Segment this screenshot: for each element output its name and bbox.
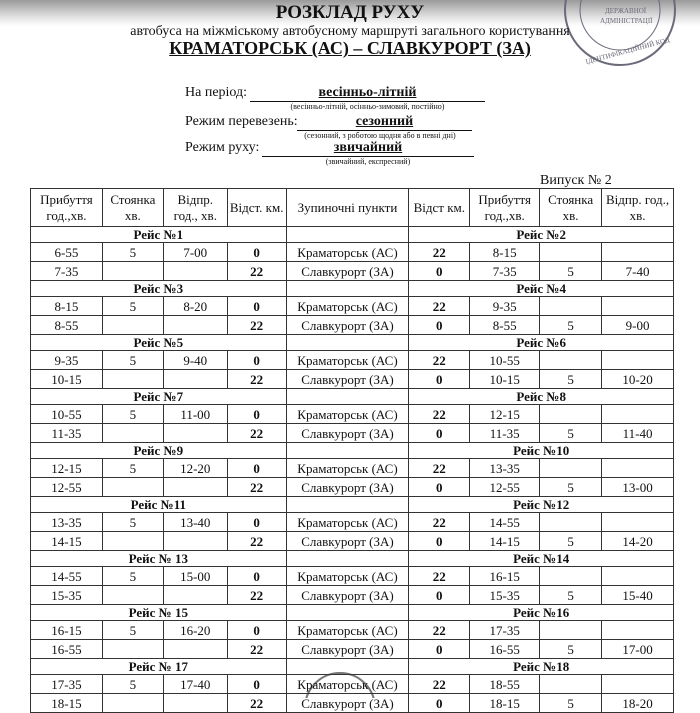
- table-cell: 12-15: [31, 459, 103, 478]
- table-cell: 0: [409, 424, 470, 443]
- column-header: Прибуття год.,хв.: [31, 189, 103, 227]
- table-cell: 10-55: [470, 351, 540, 370]
- period-label: На період:: [185, 85, 248, 100]
- table-cell: 5: [540, 586, 602, 605]
- table-row: [31, 675, 674, 694]
- table-cell: 5: [102, 567, 163, 586]
- trip-label-outbound: Рейс №5: [31, 335, 287, 351]
- table-cell: Краматорськ (АС): [286, 567, 409, 586]
- table-cell: [602, 351, 674, 370]
- table-cell: [540, 567, 602, 586]
- table-cell: 0: [227, 675, 286, 694]
- table-cell: 11-00: [163, 405, 227, 424]
- table-cell: [163, 586, 227, 605]
- table-cell: 11-35: [31, 424, 103, 443]
- trip-label-return: Рейс №6: [409, 335, 674, 351]
- column-header: Стоянка хв.: [102, 189, 163, 227]
- trip-label-outbound: Рейс № 13: [31, 551, 287, 567]
- table-cell: 14-55: [31, 567, 103, 586]
- table-cell: [102, 586, 163, 605]
- table-cell: Славкурорт (ЗА): [286, 370, 409, 389]
- table-cell: 22: [409, 297, 470, 316]
- table-cell: [102, 316, 163, 335]
- table-cell: Краматорськ (АС): [286, 621, 409, 640]
- table-cell: Краматорськ (АС): [286, 243, 409, 262]
- table-cell: 8-55: [31, 316, 103, 335]
- svg-text:ДЕРЖАВНОЇ: ДЕРЖАВНОЇ: [605, 7, 647, 15]
- table-row: [31, 513, 674, 532]
- trip-label-outbound: Рейс №1: [31, 227, 287, 243]
- motion-label: Режим руху:: [185, 140, 260, 155]
- table-cell: [540, 351, 602, 370]
- table-cell: [540, 675, 602, 694]
- table-cell: 0: [409, 316, 470, 335]
- table-cell: 14-20: [602, 532, 674, 551]
- table-cell: 13-40: [163, 513, 227, 532]
- table-cell: 13-35: [470, 459, 540, 478]
- column-header: Відст. км.: [227, 189, 286, 227]
- table-cell: 14-55: [470, 513, 540, 532]
- trip-label-return: Рейс №18: [409, 659, 674, 675]
- table-cell: 5: [102, 405, 163, 424]
- table-cell: 22: [227, 424, 286, 443]
- table-cell: 22: [409, 405, 470, 424]
- table-cell: 22: [227, 586, 286, 605]
- table-cell: 17-40: [163, 675, 227, 694]
- trip-label-outbound: Рейс № 17: [31, 659, 287, 675]
- column-header: Зупиночні пункти: [286, 189, 409, 227]
- table-cell: 0: [409, 262, 470, 281]
- table-cell: 8-15: [31, 297, 103, 316]
- table-cell: 5: [102, 297, 163, 316]
- trip-label-return: Рейс №8: [409, 389, 674, 405]
- document-title: РОЗКЛАД РУХУ: [275, 2, 425, 23]
- table-cell: 16-15: [31, 621, 103, 640]
- table-cell: 15-35: [470, 586, 540, 605]
- table-cell: 0: [227, 459, 286, 478]
- table-cell: 8-20: [163, 297, 227, 316]
- table-cell: 22: [227, 640, 286, 659]
- table-cell: Славкурорт (ЗА): [286, 694, 409, 713]
- column-header: Прибуття год.,хв.: [470, 189, 540, 227]
- table-cell: 17-00: [602, 640, 674, 659]
- table-cell: Краматорськ (АС): [286, 459, 409, 478]
- table-cell: 10-55: [31, 405, 103, 424]
- svg-text:ІДЕНТИФІКАЦІЙНИЙ КОД: ІДЕНТИФІКАЦІЙНИЙ КОД: [584, 35, 671, 66]
- table-cell: Краматорськ (АС): [286, 405, 409, 424]
- table-cell: 7-00: [163, 243, 227, 262]
- trip-label-outbound: Рейс №9: [31, 443, 287, 459]
- table-cell: 22: [409, 513, 470, 532]
- table-cell: 6-55: [31, 243, 103, 262]
- trip-label-return: Рейс №10: [409, 443, 674, 459]
- table-cell: [163, 370, 227, 389]
- table-cell: 5: [102, 243, 163, 262]
- table-cell: 13-35: [31, 513, 103, 532]
- trip-label-spacer: [286, 281, 409, 297]
- table-cell: 10-20: [602, 370, 674, 389]
- table-cell: 9-40: [163, 351, 227, 370]
- table-row: [31, 424, 674, 443]
- table-cell: [540, 405, 602, 424]
- table-cell: 5: [540, 262, 602, 281]
- table-cell: 5: [102, 459, 163, 478]
- trip-label-outbound: Рейс № 15: [31, 605, 287, 621]
- table-cell: 22: [227, 262, 286, 281]
- table-cell: 9-00: [602, 316, 674, 335]
- table-cell: 22: [227, 694, 286, 713]
- table-cell: 13-00: [602, 478, 674, 497]
- table-cell: 18-20: [602, 694, 674, 713]
- trip-label-spacer: [286, 659, 409, 675]
- transport-value: сезонний: [297, 114, 472, 131]
- table-cell: 22: [409, 675, 470, 694]
- table-cell: 16-20: [163, 621, 227, 640]
- motion-hint: (звичайний, експресний): [325, 157, 411, 166]
- table-cell: Краматорськ (АС): [286, 297, 409, 316]
- table-row: [31, 459, 674, 478]
- table-cell: 7-35: [470, 262, 540, 281]
- table-cell: 22: [227, 478, 286, 497]
- table-cell: [602, 621, 674, 640]
- trip-header-row: [31, 227, 674, 243]
- table-cell: [163, 262, 227, 281]
- table-cell: 15-35: [31, 586, 103, 605]
- table-cell: 17-35: [31, 675, 103, 694]
- table-cell: 0: [409, 586, 470, 605]
- table-cell: [540, 459, 602, 478]
- column-header: Стоянка хв.: [540, 189, 602, 227]
- issue-number: Випуск № 2: [540, 173, 612, 188]
- table-cell: [102, 370, 163, 389]
- table-cell: [602, 243, 674, 262]
- table-cell: 8-15: [470, 243, 540, 262]
- table-row: [31, 567, 674, 586]
- table-cell: 0: [409, 640, 470, 659]
- column-header: Відпр. год., хв.: [163, 189, 227, 227]
- trip-header-row: [31, 659, 674, 675]
- trip-header-row: [31, 443, 674, 459]
- table-cell: 5: [540, 370, 602, 389]
- table-cell: 5: [540, 640, 602, 659]
- table-cell: 12-55: [470, 478, 540, 497]
- trip-label-spacer: [286, 335, 409, 351]
- table-row: [31, 532, 674, 551]
- trip-header-row: [31, 551, 674, 567]
- table-cell: Славкурорт (ЗА): [286, 586, 409, 605]
- table-row: [31, 297, 674, 316]
- table-cell: [602, 513, 674, 532]
- table-cell: 22: [409, 459, 470, 478]
- table-cell: 22: [409, 567, 470, 586]
- table-row: [31, 370, 674, 389]
- route-name: КРАМАТОРСЬК (АС) – СЛАВКУРОРТ (ЗА): [169, 38, 531, 58]
- table-cell: [602, 405, 674, 424]
- table-row: [31, 351, 674, 370]
- table-cell: Краматорськ (АС): [286, 513, 409, 532]
- table-cell: 5: [540, 316, 602, 335]
- trip-label-outbound: Рейс №11: [31, 497, 287, 513]
- table-cell: [163, 640, 227, 659]
- table-cell: [102, 532, 163, 551]
- table-cell: Краматорськ (АС): [286, 351, 409, 370]
- trip-header-row: [31, 281, 674, 297]
- table-cell: Славкурорт (ЗА): [286, 478, 409, 497]
- table-cell: 16-55: [31, 640, 103, 659]
- table-cell: 5: [540, 694, 602, 713]
- table-cell: 5: [102, 621, 163, 640]
- trip-label-spacer: [286, 497, 409, 513]
- trip-label-return: Рейс №14: [409, 551, 674, 567]
- table-cell: 15-00: [163, 567, 227, 586]
- trip-header-row: [31, 389, 674, 405]
- table-cell: Славкурорт (ЗА): [286, 316, 409, 335]
- table-cell: 15-40: [602, 586, 674, 605]
- table-cell: [602, 297, 674, 316]
- table-row: [31, 243, 674, 262]
- table-cell: 14-15: [470, 532, 540, 551]
- table-cell: 5: [540, 424, 602, 443]
- table-cell: 12-15: [470, 405, 540, 424]
- transport-hint: (сезонний, з роботою щодня або в певні дні): [304, 131, 456, 140]
- table-cell: [540, 621, 602, 640]
- trip-label-return: Рейс №4: [409, 281, 674, 297]
- table-cell: 0: [227, 297, 286, 316]
- trip-label-spacer: [286, 443, 409, 459]
- table-cell: 11-40: [602, 424, 674, 443]
- table-row: [31, 316, 674, 335]
- table-cell: [602, 675, 674, 694]
- table-row: [31, 478, 674, 497]
- table-cell: 0: [227, 243, 286, 262]
- table-cell: [163, 694, 227, 713]
- table-cell: 8-55: [470, 316, 540, 335]
- table-cell: 22: [227, 316, 286, 335]
- table-cell: 22: [227, 370, 286, 389]
- table-cell: 18-15: [31, 694, 103, 713]
- trip-label-spacer: [286, 227, 409, 243]
- table-cell: 12-55: [31, 478, 103, 497]
- table-cell: 14-15: [31, 532, 103, 551]
- table-cell: 10-15: [470, 370, 540, 389]
- table-cell: [163, 316, 227, 335]
- table-cell: Славкурорт (ЗА): [286, 532, 409, 551]
- table-cell: Славкурорт (ЗА): [286, 640, 409, 659]
- table-cell: 12-20: [163, 459, 227, 478]
- trip-label-spacer: [286, 389, 409, 405]
- table-cell: [102, 478, 163, 497]
- table-cell: [163, 478, 227, 497]
- period-value: весінньо-літній: [250, 85, 485, 102]
- table-cell: [102, 262, 163, 281]
- motion-value: звичайний: [262, 140, 474, 157]
- trip-label-return: Рейс №2: [409, 227, 674, 243]
- table-cell: 18-15: [470, 694, 540, 713]
- table-cell: 5: [102, 675, 163, 694]
- table-cell: 22: [409, 243, 470, 262]
- table-cell: 7-40: [602, 262, 674, 281]
- table-cell: [102, 694, 163, 713]
- table-cell: [163, 532, 227, 551]
- table-cell: [540, 243, 602, 262]
- table-cell: 22: [409, 621, 470, 640]
- table-cell: 11-35: [470, 424, 540, 443]
- table-cell: 22: [227, 532, 286, 551]
- trip-label-spacer: [286, 605, 409, 621]
- table-cell: 22: [409, 351, 470, 370]
- table-cell: 7-35: [31, 262, 103, 281]
- table-cell: 16-15: [470, 567, 540, 586]
- svg-text:АДМІНІСТРАЦІЇ: АДМІНІСТРАЦІЇ: [600, 17, 653, 25]
- trip-label-return: Рейс №16: [409, 605, 674, 621]
- table-row: [31, 405, 674, 424]
- table-cell: 16-55: [470, 640, 540, 659]
- table-cell: 10-15: [31, 370, 103, 389]
- table-cell: 0: [227, 405, 286, 424]
- table-cell: Славкурорт (ЗА): [286, 262, 409, 281]
- document-subtitle: автобуса на міжміському автобусному маршруті загального користування: [130, 24, 570, 39]
- table-cell: 0: [227, 351, 286, 370]
- column-header: Відст км.: [409, 189, 470, 227]
- table-row: [31, 586, 674, 605]
- table-cell: [163, 424, 227, 443]
- table-row: [31, 262, 674, 281]
- table-cell: 9-35: [470, 297, 540, 316]
- table-cell: [102, 640, 163, 659]
- table-cell: 0: [409, 370, 470, 389]
- table-cell: 5: [102, 513, 163, 532]
- trip-label-spacer: [286, 551, 409, 567]
- table-cell: 0: [227, 621, 286, 640]
- transport-label: Режим перевезень:: [185, 114, 298, 129]
- table-cell: Краматорськ (АС): [286, 675, 409, 694]
- table-header: [31, 189, 674, 227]
- column-header: Відпр. год., хв.: [602, 189, 674, 227]
- table-cell: [540, 297, 602, 316]
- table-cell: [102, 424, 163, 443]
- trip-label-outbound: Рейс №3: [31, 281, 287, 297]
- table-cell: 5: [540, 478, 602, 497]
- table-cell: [540, 513, 602, 532]
- trip-header-row: [31, 605, 674, 621]
- table-cell: 18-55: [470, 675, 540, 694]
- table-cell: 0: [409, 478, 470, 497]
- trip-header-row: [31, 497, 674, 513]
- table-cell: 17-35: [470, 621, 540, 640]
- trip-label-return: Рейс №12: [409, 497, 674, 513]
- table-cell: Славкурорт (ЗА): [286, 424, 409, 443]
- table-cell: 5: [540, 532, 602, 551]
- table-row: [31, 694, 674, 713]
- table-cell: 0: [409, 532, 470, 551]
- table-row: [31, 640, 674, 659]
- table-row: [31, 621, 674, 640]
- table-cell: 0: [227, 513, 286, 532]
- table-cell: 5: [102, 351, 163, 370]
- period-hint: (весінньо-літній, осінньо-зимовий, постійно): [290, 102, 445, 111]
- table-cell: 9-35: [31, 351, 103, 370]
- trip-header-row: [31, 335, 674, 351]
- table-cell: 0: [227, 567, 286, 586]
- schedule-table: [30, 188, 674, 713]
- table-cell: [602, 459, 674, 478]
- table-cell: [602, 567, 674, 586]
- table-cell: 0: [409, 694, 470, 713]
- trip-label-outbound: Рейс №7: [31, 389, 287, 405]
